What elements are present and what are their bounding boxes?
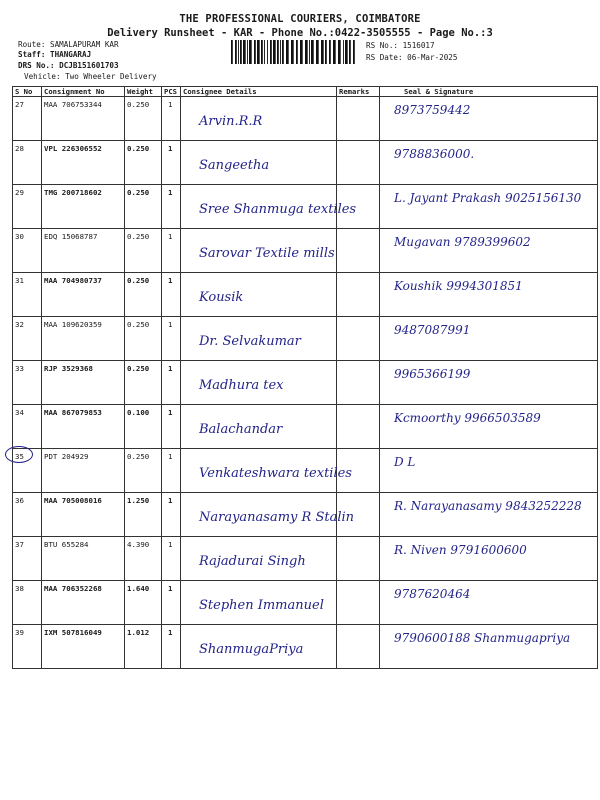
cell-pcs-text: 1 [168,408,173,417]
cell-weight [125,581,162,625]
cell-remarks [337,625,380,669]
cell-weight [125,97,162,141]
cell-consignee [181,229,337,273]
cell-weight-text: 0.250 [127,144,150,153]
table-row [13,361,598,405]
rs-date: RS Date: 06-Mar-2025 [366,53,458,62]
table-row [13,97,598,141]
barcode-bar [273,40,276,64]
barcode-bar [247,40,248,64]
cell-seal [380,581,598,625]
cell-sno [13,449,42,493]
table-row [13,141,598,185]
runsheet-subtitle: Delivery Runsheet - KAR - Phone No.:0422-3505555 - Page No.:3 [107,27,493,39]
cell-pcs [162,405,181,449]
cell-remarks [337,229,380,273]
handwritten-consignee: Venkateshwara textiles [199,466,352,481]
cell-consignment-text: BTU 655284 [44,540,89,549]
table-row [13,273,598,317]
cell-seal [380,141,598,185]
cell-remarks [337,361,380,405]
barcode-bar [254,40,256,64]
cell-sno-text: 37 [15,540,24,549]
cell-consignment [42,581,125,625]
cell-weight-text: 0.250 [127,364,150,373]
cell-consignment-text: TMG 200718602 [44,188,102,197]
cell-weight-text: 0.250 [127,452,150,461]
cell-weight-text: 0.250 [127,188,150,197]
barcode-bar [345,40,348,64]
handwritten-consignee: Dr. Selvakumar [199,334,301,349]
header-weight: Weight [125,87,162,97]
cell-consignment [42,405,125,449]
cell-consignee [181,537,337,581]
cell-seal [380,449,598,493]
cell-seal [380,493,598,537]
barcode-bar [238,40,239,64]
header-remarks: Remarks [337,87,380,97]
cell-sno [13,361,42,405]
cell-weight [125,493,162,537]
cell-consignment [42,537,125,581]
barcode-bar [235,40,237,64]
cell-sno [13,185,42,229]
cell-weight-text: 1.640 [127,584,150,593]
cell-pcs [162,581,181,625]
handwritten-consignee: Kousik [199,290,244,305]
cell-pcs-text: 1 [168,144,173,153]
cell-seal [380,185,598,229]
barcode-bar [343,40,344,64]
cell-weight [125,625,162,669]
cell-consignee [181,185,357,229]
cell-sno-text: 27 [15,100,24,109]
cell-pcs [162,625,181,669]
company-title: THE PROFESSIONAL COURIERS, COIMBATORE [179,13,421,25]
cell-seal [380,361,598,405]
cell-consignment-text: PDT 204929 [44,452,89,461]
handwritten-signature: 8973759442 [394,103,471,117]
header-sno: S No [13,87,42,97]
cell-pcs [162,141,181,185]
cell-remarks [337,581,380,625]
barcode-bar [243,40,246,64]
cell-seal [380,273,598,317]
cell-weight-text: 0.100 [127,408,150,417]
cell-remarks [337,493,380,537]
handwritten-signature: 9965366199 [394,367,471,381]
cell-seal [380,537,598,581]
barcode-bar [316,40,319,64]
handwritten-signature: 9790600188 Shanmugapriya [394,631,571,645]
handwritten-signature: 9787620464 [394,587,471,601]
cell-pcs-text: 1 [168,364,173,373]
table-row [13,229,598,273]
handwritten-consignee: Madhura tex [199,378,284,393]
cell-seal [380,229,598,273]
cell-pcs-text: 1 [168,584,173,593]
cell-pcs [162,229,181,273]
table-row [13,317,598,361]
cell-weight [125,141,162,185]
handwritten-signature: D L [394,455,416,469]
cell-weight [125,273,162,317]
barcode-bar [264,40,265,64]
barcode-bar [296,40,298,64]
cell-pcs [162,537,181,581]
cell-pcs [162,361,181,405]
barcode-bar [300,40,303,64]
cell-sno [13,537,42,581]
cell-consignee [181,141,337,185]
delivery-table [12,86,598,669]
cell-remarks [337,185,380,229]
table-row [13,405,598,449]
cell-weight-text: 0.250 [127,320,150,329]
cell-sno-text: 36 [15,496,24,505]
barcode-bar [329,40,331,64]
barcode-bar [277,40,279,64]
cell-consignment-text: MAA 706753344 [44,100,102,109]
cell-pcs [162,185,181,229]
cell-sno [13,97,42,141]
cell-seal [380,405,598,449]
cell-consignment [42,625,125,669]
handwritten-consignee: Rajadurai Singh [199,554,306,569]
handwritten-consignee: Arvin.R.R [199,114,263,129]
cell-consignment [42,273,125,317]
cell-pcs [162,493,181,537]
barcode-bar [257,40,260,64]
cell-consignment-text: RJP 3529368 [44,364,93,373]
barcode-bar [309,40,310,64]
cell-sno-text: 38 [15,584,24,593]
table-row [13,537,598,581]
cell-pcs-text: 1 [168,496,173,505]
cell-sno-text: 28 [15,144,24,153]
barcode-bar [291,40,294,64]
cell-consignment-text: MAA 705008016 [44,496,102,505]
table-row [13,581,598,625]
rs-number: RS No.: 1516017 [366,41,435,50]
rs-info [366,40,457,64]
cell-consignment [42,229,125,273]
handwritten-signature: 9788836000. [394,147,475,161]
cell-consignment [42,185,125,229]
cell-weight-text: 0.250 [127,100,150,109]
table-row [13,493,598,537]
cell-pcs-text: 1 [168,628,173,637]
cell-consignee [181,405,337,449]
cell-sno [13,625,42,669]
cell-pcs-text: 1 [168,188,173,197]
cell-consignment [42,97,125,141]
barcode-bar [240,40,242,64]
cell-sno-text: 32 [15,320,24,329]
cell-weight-text: 1.250 [127,496,150,505]
cell-consignee [181,581,337,625]
table-row [13,449,598,493]
cell-consignment-text: MAA 867079853 [44,408,102,417]
cell-sno [13,493,42,537]
cell-consignee [181,273,337,317]
cell-pcs [162,273,181,317]
handwritten-consignee: Sree Shanmuga textiles [199,202,357,217]
cell-sno-text: 39 [15,628,24,637]
handwritten-signature: R. Niven 9791600600 [394,543,527,557]
cell-sno-text: 33 [15,364,24,373]
route-label: Route: SAMALAPURAM KAR [18,40,119,49]
barcode-bar [349,40,351,64]
barcode-bar [249,40,252,64]
barcode-bar [231,40,233,64]
header-consignment: Consignment No [42,87,125,97]
cell-consignment [42,317,125,361]
cell-weight [125,361,162,405]
header-consignee: Consignee Details [181,87,337,97]
cell-weight-text: 1.012 [127,628,150,637]
barcode-bar [325,40,327,64]
header-seal: Seal & Signature [380,87,598,97]
cell-weight-text: 0.250 [127,232,150,241]
cell-remarks [337,449,380,493]
cell-sno [13,273,42,317]
cell-pcs [162,317,181,361]
handwritten-consignee: Narayanasamy R Stalin [199,510,355,525]
table-row [13,625,598,669]
cell-remarks [337,273,380,317]
cell-pcs-text: 1 [168,540,173,549]
cell-remarks [337,537,380,581]
barcode-bar [338,40,341,64]
barcode-bar [353,40,355,64]
barcode-bar [305,40,308,64]
cell-sno [13,317,42,361]
vehicle-label: Vehicle: Two Wheeler Delivery [24,72,157,81]
barcode-bar [282,40,284,64]
cell-pcs-text: 1 [168,452,173,461]
barcode-bar [267,40,268,64]
handwritten-signature: L. Jayant Prakash 9025156130 [394,191,582,205]
header-pcs: PCS [162,87,181,97]
cell-seal [380,97,598,141]
cell-consignment-text: MAA 706352268 [44,584,102,593]
cell-consignment-text: MAA 704980737 [44,276,102,285]
cell-remarks [337,317,380,361]
staff-label: Staff: THANGARAJ [18,50,92,59]
handwritten-signature: R. Narayanasamy 9843252228 [394,499,582,513]
cell-pcs-text: 1 [168,276,173,285]
handwritten-consignee: Stephen Immanuel [199,598,324,613]
cell-pcs [162,97,181,141]
cell-sno-text: 30 [15,232,24,241]
cell-weight [125,317,162,361]
cell-remarks [337,405,380,449]
table-row [13,185,598,229]
cell-sno-text: 35 [15,452,24,461]
barcode-bar [333,40,336,64]
cell-pcs-text: 1 [168,320,173,329]
cell-weight-text: 4.390 [127,540,150,549]
cell-consignee [181,361,337,405]
handwritten-signature: Koushik 9994301851 [394,279,523,293]
cell-consignee [181,493,355,537]
handwritten-signature: Mugavan 9789399602 [394,235,531,249]
cell-pcs-text: 1 [168,232,173,241]
barcode [231,40,356,64]
handwritten-signature: Kcmoorthy 9966503589 [394,411,541,425]
cell-weight [125,229,162,273]
cell-remarks [337,97,380,141]
cell-sno [13,141,42,185]
table-header-row [13,87,598,97]
barcode-bar [280,40,281,64]
cell-consignee [181,449,352,493]
drs-number: DRS No.: DCJB151601703 [18,61,119,70]
cell-consignment [42,449,125,493]
cell-pcs [162,449,181,493]
cell-consignee [181,625,337,669]
cell-weight-text: 0.250 [127,276,150,285]
cell-consignment-text: VPL 226306552 [44,144,102,153]
cell-pcs-text: 1 [168,100,173,109]
cell-consignment [42,141,125,185]
handwritten-signature: 9487087991 [394,323,471,337]
cell-consignment-text: IXM 507816049 [44,628,102,637]
cell-weight [125,449,162,493]
cell-seal [380,625,598,669]
handwritten-consignee: ShanmugaPriya [199,642,304,657]
handwritten-consignee: Sarovar Textile mills [199,246,335,261]
cell-sno [13,229,42,273]
cell-consignment-text: EDQ 15068787 [44,232,98,241]
cell-seal [380,317,598,361]
cell-consignee [181,97,337,141]
cell-weight [125,185,162,229]
cell-sno [13,405,42,449]
cell-sno-text: 31 [15,276,24,285]
barcode-bar [286,40,289,64]
cell-remarks [337,141,380,185]
handwritten-consignee: Sangeetha [199,158,270,173]
handwritten-consignee: Balachandar [199,422,283,437]
cell-sno [13,581,42,625]
barcode-bar [261,40,263,64]
barcode-bar [270,40,272,64]
barcode-bar [321,40,324,64]
cell-consignment [42,493,125,537]
cell-consignee [181,317,337,361]
cell-weight [125,405,162,449]
cell-weight [125,537,162,581]
handwritten-circle-mark [5,446,33,463]
cell-sno-text: 34 [15,408,24,417]
cell-consignment [42,361,125,405]
cell-consignment-text: MAA 109620359 [44,320,102,329]
cell-sno-text: 29 [15,188,24,197]
barcode-bar [311,40,314,64]
